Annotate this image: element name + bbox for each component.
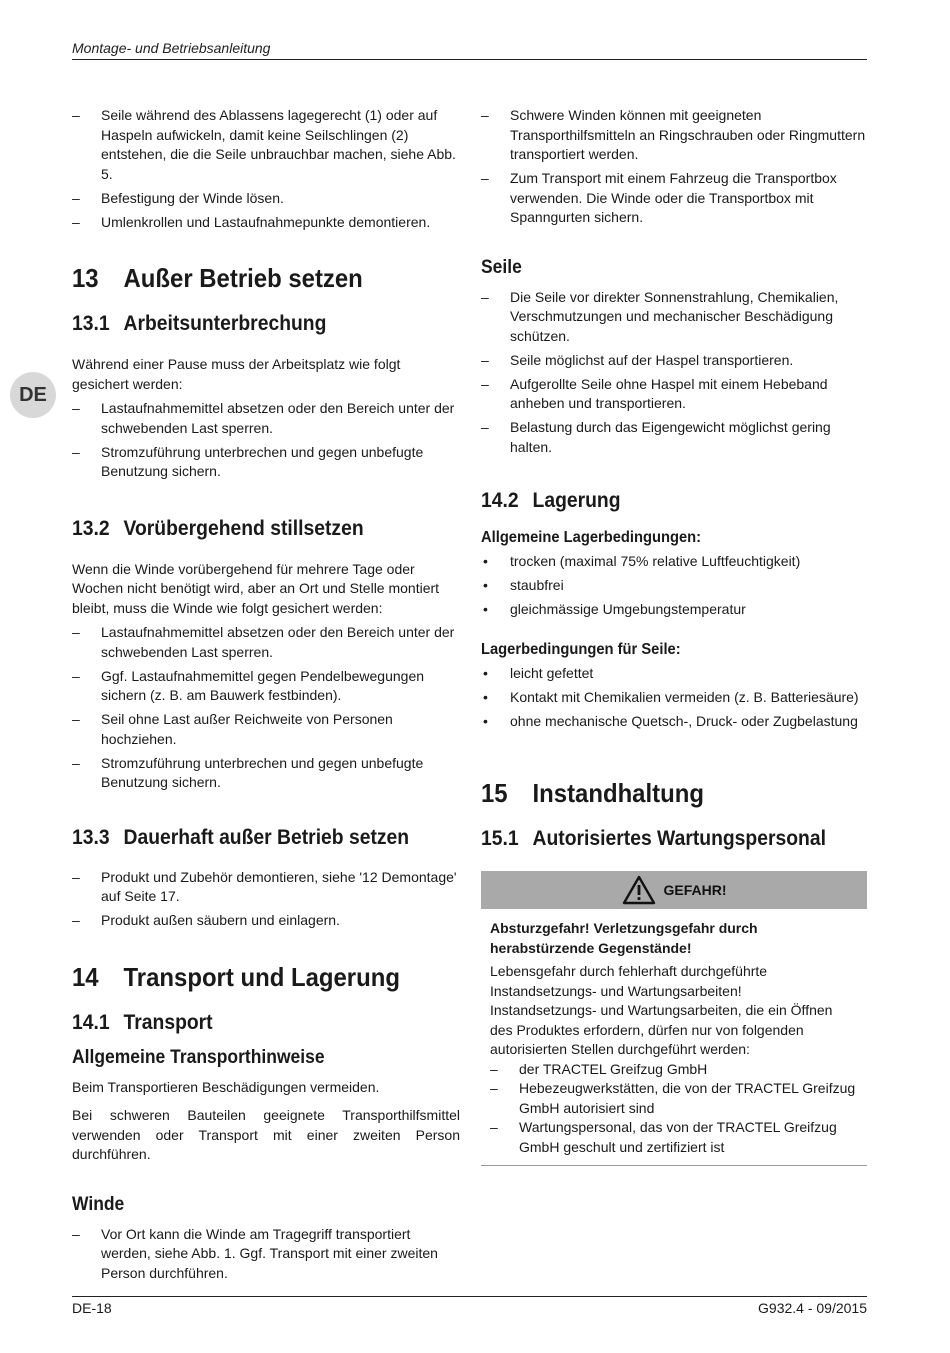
list-item: – der TRACTEL Greifzug GmbH (490, 1060, 858, 1080)
section-heading-13: 13 Außer Betrieb setzen (72, 263, 363, 293)
paragraph: Beim Transportieren Beschädigungen vermeiden. (72, 1078, 380, 1095)
section-heading-15: 15 Instandhaltung (481, 778, 704, 808)
section-heading-14-1: 14.1 Transport (72, 1010, 213, 1034)
bullet-list (72, 868, 460, 931)
bullet-list (481, 552, 867, 620)
list-item: • staubfrei (481, 576, 867, 596)
danger-notice-body (481, 909, 867, 1166)
list-item: – Lastaufnahmemittel absetzen oder den Bereich unter der schwebenden Last sperren. (72, 623, 460, 662)
paragraph: Instandsetzungs- und Wartungsarbeiten, die ein Öffnen des Produktes erfordern, dürfen nur von folgenden autorisierten Stellen durchgeführt werden: (490, 1002, 833, 1057)
document-code: G932.4 - 09/2015 (758, 1300, 867, 1316)
section-heading-15-1: 15.1 Autorisiertes Wartungspersonal (481, 827, 826, 850)
paragraph: Lebensgefahr durch fehlerhaft durchgeführte Instandsetzungs- und Wartungsarbeiten! (490, 963, 768, 999)
bullet-list (481, 288, 867, 458)
list-item: – Wartungspersonal, das von der TRACTEL Greifzug GmbH geschult und zertifiziert ist (490, 1118, 858, 1157)
list-item: – Zum Transport mit einem Fahrzeug die Transportbox verwenden. Die Winde oder die Transportbox mit Spanngurten sichern. (481, 169, 867, 228)
page-number: DE-18 (72, 1300, 112, 1316)
bullet-list (490, 1060, 858, 1158)
right-column (481, 106, 867, 1166)
list-item: • trocken (maximal 75% relative Luftfeuchtigkeit) (481, 552, 867, 572)
bullet-list (72, 623, 460, 793)
list-item: – Befestigung der Winde lösen. (72, 189, 460, 209)
danger-title: Absturzgefahr! Verletzungsgefahr durch herabstürzende Gegenstände! (490, 920, 758, 956)
subheading-rope-storage: Lagerbedingungen für Seile: (481, 640, 681, 658)
list-item: • leicht gefettet (481, 664, 867, 684)
paragraph: Während einer Pause muss der Arbeitsplatz wie folgt gesichert werden: (72, 356, 401, 392)
section-heading-14-2: 14.2 Lagerung (481, 489, 621, 512)
list-item: – Vor Ort kann die Winde am Tragegriff transportiert werden, siehe Abb. 1. Ggf. Transport mit einer zweiten Person durchführen. (72, 1225, 460, 1284)
list-item: – Schwere Winden können mit geeigneten Transporthilfsmitteln an Ringschrauben oder Ringmuttern transportiert werden. (481, 106, 867, 165)
list-item: – Belastung durch das Eigengewicht möglichst gering halten. (481, 418, 867, 457)
danger-notice (481, 871, 867, 1166)
paragraph: Wenn die Winde vorübergehend für mehrere Tage oder Wochen nicht benötigt wird, aber an Ort und Stelle montiert bleibt, muss die Winde wie folgt gesichert werden: (72, 560, 440, 616)
section-heading-13-2: 13.2 Vorübergehend stillsetzen (72, 516, 364, 540)
subheading-winde: Winde (72, 1193, 125, 1215)
list-item: – Stromzuführung unterbrechen und gegen unbefugte Benutzung sichern. (72, 443, 460, 482)
running-header: Montage- und Betriebsanleitung (72, 40, 271, 56)
list-item: – Produkt außen säubern und einlagern. (72, 911, 460, 931)
subheading-seile: Seile (481, 256, 522, 278)
warning-triangle-icon (622, 875, 656, 905)
header-rule (72, 59, 867, 60)
list-item: – Produkt und Zubehör demontieren, siehe '12 Demontage' auf Seite 17. (72, 868, 460, 907)
list-item: – Lastaufnahmemittel absetzen oder den Bereich unter der schwebenden Last sperren. (72, 399, 460, 438)
list-item: – Seile während des Ablassens lagegerecht (1) oder auf Haspeln aufwickeln, damit keine Seilschlingen (2) entstehen, die die Seile unbrauchbar machen, siehe Abb. 5. (72, 106, 460, 184)
subheading-general-transport: Allgemeine Transporthinweise (72, 1046, 325, 1068)
bullet-list (481, 664, 867, 732)
list-item: – Seile möglichst auf der Haspel transportieren. (481, 351, 867, 371)
paragraph: Bei schweren Bauteilen geeignete Transporthilfsmittel verwenden oder Transport mit einer zweiten Person durchführen. (72, 1107, 460, 1162)
list-item: – Die Seile vor direkter Sonnenstrahlung, Chemikalien, Verschmutzungen und mechanischer Beschädigung schützen. (481, 288, 867, 347)
list-item: • Kontakt mit Chemikalien vermeiden (z. B. Batteriesäure) (481, 688, 867, 708)
bullet-list (72, 1225, 460, 1284)
bullet-list (481, 106, 867, 228)
section-heading-13-1: 13.1 Arbeitsunterbrechung (72, 312, 327, 335)
subheading-general-storage: Allgemeine Lagerbedingungen: (481, 529, 702, 546)
list-item: – Stromzuführung unterbrechen und gegen unbefugte Benutzung sichern. (72, 754, 460, 793)
list-item: – Aufgerollte Seile ohne Haspel mit einem Hebeband anheben und transportieren. (481, 375, 867, 414)
list-item: – Hebezeugwerkstätten, die von der TRACTEL Greifzug GmbH autorisiert sind (490, 1079, 858, 1118)
language-badge: DE (10, 372, 56, 418)
intro-list (72, 106, 460, 232)
danger-label: GEFAHR! (663, 882, 727, 898)
list-item: • ohne mechanische Quetsch-, Druck- oder Zugbelastung (481, 712, 867, 732)
bullet-list (72, 399, 460, 482)
section-heading-13-3: 13.3 Dauerhaft außer Betrieb setzen (72, 825, 410, 849)
section-heading-14: 14 Transport und Lagerung (72, 961, 400, 992)
list-item: – Ggf. Lastaufnahmemittel gegen Pendelbewegungen sichern (z. B. am Bauwerk festbinden). (72, 667, 460, 706)
left-column (72, 106, 460, 1288)
list-item: • gleichmässige Umgebungstemperatur (481, 600, 867, 620)
list-item: – Umlenkrollen und Lastaufnahmepunkte demontieren. (72, 213, 460, 233)
footer-rule (72, 1296, 867, 1297)
list-item: – Seil ohne Last außer Reichweite von Personen hochziehen. (72, 710, 460, 749)
danger-notice-header (481, 871, 867, 909)
